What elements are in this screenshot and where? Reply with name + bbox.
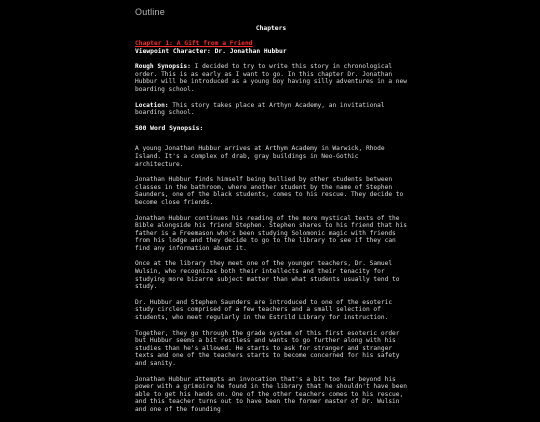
synopsis-paragraph: A young Jonathan Hubbur arrives at Arthym Academy in Warwick, Rhode Island. It's a complex of drab, gray buildings in Neo-Gothic architecture.: [135, 145, 385, 168]
location-text: This story takes place at Arthyn Academy, an invitational boarding school.: [135, 101, 385, 117]
synopsis-paragraph: Jonathan Hubbur finds himself being bullied by other students between classes in the bathroom, where another student by the name of Stephen Saunders, one of the black students, comes to his rescue. They decide to become close friends.: [135, 176, 404, 206]
document: [135, 7, 407, 422]
rough-synopsis-text: I decided to try to write this story in chronological order. This is as early as I want to go. In this chapter Dr. Jonathan Hubbur will be introduced as a young boy having silly adventures in a new boarding school.: [135, 63, 407, 93]
synopsis-paragraph: Jonathan Hubbur attempts an invocation that's a bit too far beyond his power with a grimoire he found in the library that he shouldn't have been able to get his hands on. One of the other teachers comes to his rescue, and this teacher turns out to have been the former master of Dr. Wulsin and one of the founding: [135, 375, 407, 413]
location-label: Location:: [135, 101, 169, 109]
synopsis-paragraph: Dr. Hubbur and Stephen Saunders are introduced to one of the esoteric study circles comprised of a few teachers and a small selection of students, who meet regularly in the Estrild Library for instruction.: [135, 298, 393, 322]
location: [135, 102, 407, 117]
synopsis-paragraph: Once at the library they meet one of the younger teachers, Dr. Samuel Wulsin, who recognizes both their intellects and their tenacity for studying more bizarre subject matter than what students usually tend to study.: [135, 260, 400, 291]
synopsis-paragraph: Jonathan Hubbur continues his reading of the more mystical texts of the Bible alongside his friend Stephen. Stephen shares to his friend that his father is a Freemason who's been studying Solomonic magic with friends from his lodge and they decide to go to the library to see if they can find any information about it.: [135, 214, 407, 252]
chapter-title-link[interactable]: Chapter 1: A Gift from a Friend: [135, 40, 253, 47]
viewpoint-character: Viewpoint Character: Dr. Jonathan Hubbur: [135, 47, 287, 55]
word-synopsis-heading: 500 Word Synopsis:: [135, 124, 204, 132]
rough-synopsis-label: Rough Synopsis:: [135, 63, 191, 71]
page-title: Outline: [135, 7, 165, 17]
chapters-heading: Chapters: [255, 25, 287, 32]
synopsis-paragraph: Together, they go through the grade system of this first esoteric order but Hubbur seems a bit restless and wants to go further along with his studies than he's allowed. He starts to ask for stranger and stranger texts and one of the teachers starts to become concerned for his safety and sanity.: [135, 329, 400, 367]
rough-synopsis: [135, 63, 407, 93]
